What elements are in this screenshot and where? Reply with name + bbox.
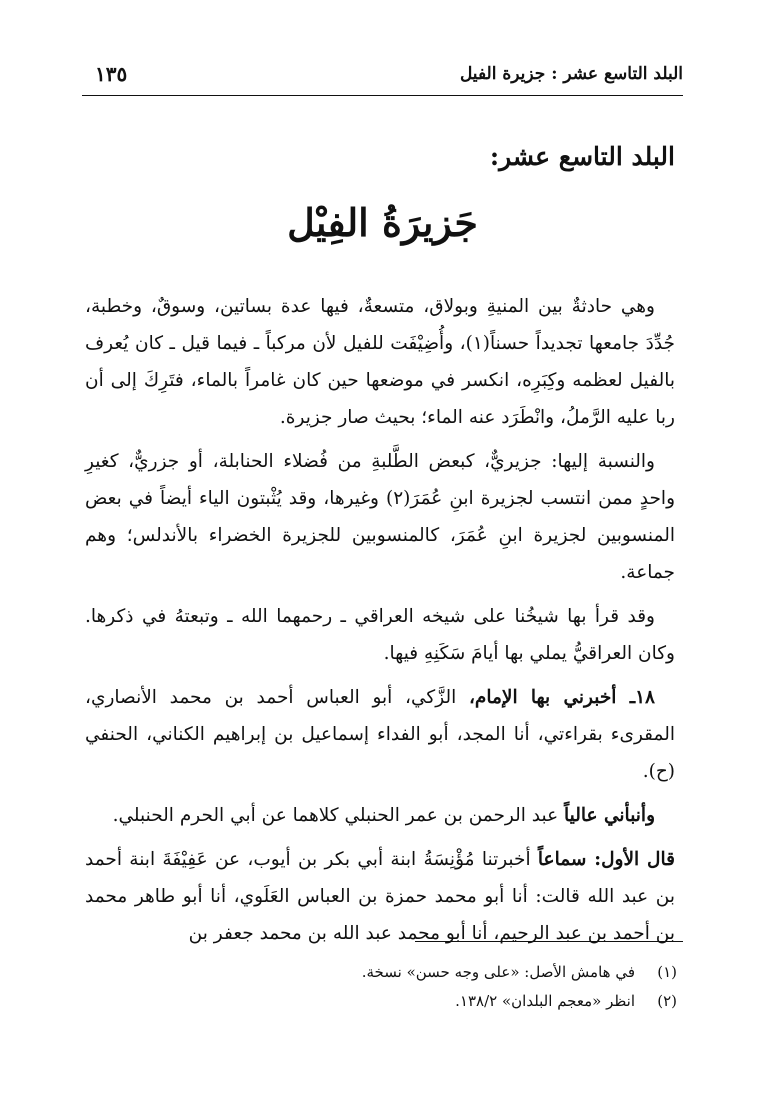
paragraph-lead: ١٨ـ أخبرني بها الإمام، (468, 687, 655, 708)
header-divider (82, 95, 683, 96)
page-number: ١٣٥ (95, 62, 128, 86)
footnote-number: (٢) (657, 992, 677, 1010)
footnote-divider (415, 941, 683, 942)
chapter-title: جَزيرَةُ الفِيْل (287, 200, 478, 245)
footnote-number: (١) (657, 963, 677, 981)
paragraph-lead: وأنبأني عالياً (564, 805, 655, 826)
paragraph-text: وهي حادثةٌ بين المنيةِ وبولاق، متسعةٌ، فيها عدة بساتين، وسوقٌ، وخطبة، جُدِّدَ جامعها تجديداً حسناً(١)، وأُضِيْفَت للفيل لأن مركباً ـ فيما قيل ـ كان يُعرف بالفيل لعظمه وكِبَرِه، انكسر في موضعها حين كان غامراً بالماء، فتَرِكَ إلى أن ربا عليه الرَّملُ، وانْطَرَد عنه الماء؛ بحيث صار جزيرة. (85, 296, 675, 428)
paragraph (85, 288, 675, 436)
chapter-label: البلد التاسع عشر: (489, 142, 675, 171)
paragraph (85, 598, 675, 672)
paragraph-text: والنسبة إليها: جزيريٌّ، كبعض الطَّلبةِ من فُضلاء الحنابلة، أو جزريٌّ، كغيرِ واحدٍ ممن انتسب لجزيرة ابنِ عُمَرَ(٢) وغيرها، وقد يُثْبتون الياء أيضاً في بعض المنسوبين لجزيرة ابنِ عُمَرَ، كالمنسوبين للجزيرة الخضراء بالأندلس؛ وهم جماعة. (85, 451, 675, 583)
paragraph-text: وقد قرأ بها شيخُنا على شيخه العراقي ـ رحمهما الله ـ وتبعتهُ في ذكرها. وكان العراقيُّ يملي بها أيامَ سَكَنِهِ فيها. (85, 606, 675, 664)
running-header (95, 56, 683, 92)
paragraph (85, 443, 675, 591)
footnotes (85, 958, 677, 1016)
running-header-title: البلد التاسع عشر : جزيرة الفيل (459, 64, 683, 84)
footnote-text: انظر «معجم البلدان» ١٣٨/٢. (455, 992, 635, 1010)
paragraph-text: أخبرتنا مُؤْنِسَةُ ابنة أبي بكر بن أيوب، عن عَفِيْفَةَ ابنة أحمد بن عبد الله قالت: أنا أبو محمد حمزة بن العباس العَلَوي، أنا أبو طاهر محمد بن أحمد بن عبد الرحيم، أنا أبو محمد عبد الله بن محمد جعفر بن (85, 849, 675, 944)
paragraph-text: الزَّكي، أبو العباس أحمد بن محمد الأنصاري، المقرىء بقراءتي، أنا المجد، أبو الفداء إسماعيل بن إبراهيم الكناني، الحنفي (ح). (85, 687, 675, 782)
paragraph (85, 797, 675, 834)
footnote (85, 958, 677, 987)
footnote-text: في هامش الأصل: «على وجه حسن» نسخة. (361, 963, 635, 981)
paragraph (85, 841, 675, 952)
footnote (85, 987, 677, 1016)
paragraph-text: عبد الرحمن بن عمر الحنبلي كلاهما عن أبي الحرم الحنبلي. (112, 805, 565, 826)
paragraph (85, 679, 675, 790)
body-text (85, 288, 675, 959)
paragraph-lead: قال الأول: سماعاً (537, 849, 675, 870)
